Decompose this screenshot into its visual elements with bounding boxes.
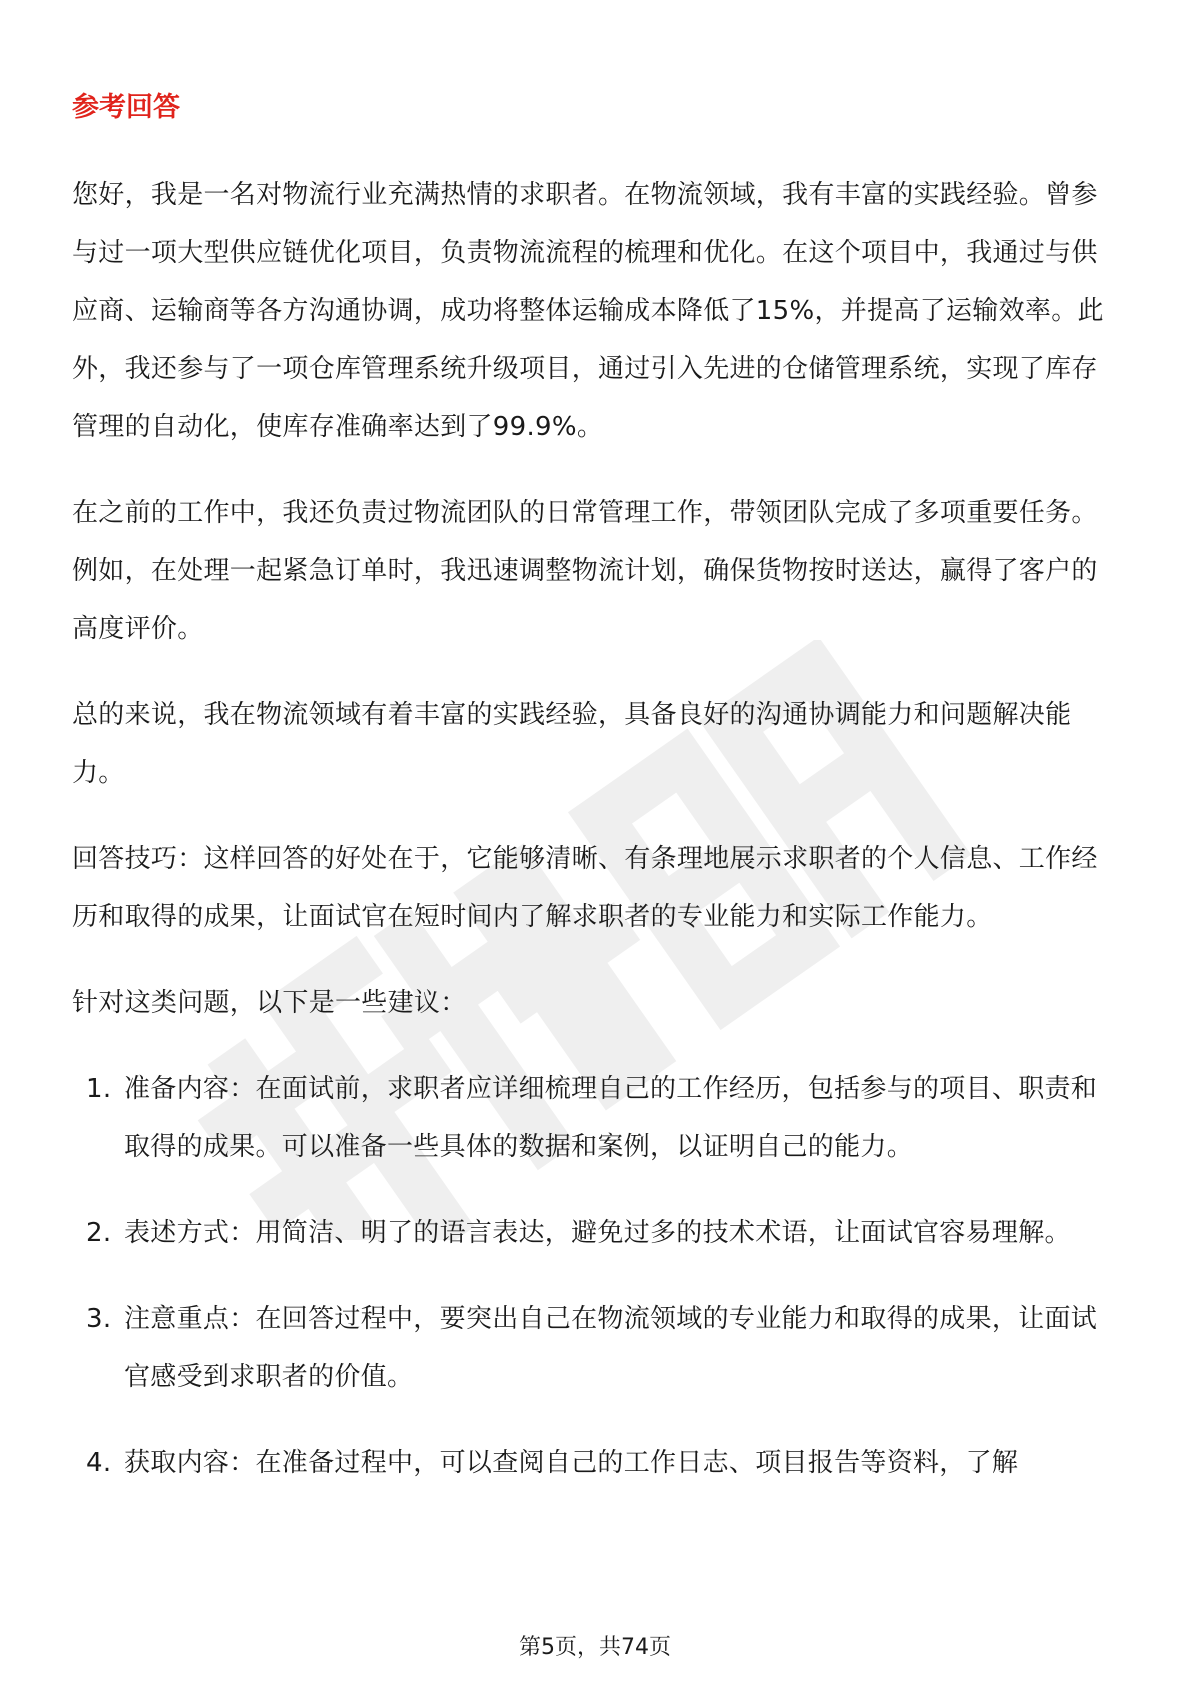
list-item-text: 获取内容：在准备过程中，可以查阅自己的工作日志、项目报告等资料，了解 [124, 1448, 1019, 1478]
list-item-number: 3. [86, 1304, 112, 1334]
paragraph-tips: 回答技巧：这样回答的好处在于，它能够清晰、有条理地展示求职者的个人信息、工作经历和取得的成果，让面试官在短时间内了解求职者的专业能力和实际工作能力。 [72, 844, 1098, 932]
suggestion-list [72, 1060, 1118, 1492]
list-item-text: 准备内容：在面试前，求职者应详细梳理自己的工作经历，包括参与的项目、职责和取得的成果。可以准备一些具体的数据和案例，以证明自己的能力。 [124, 1074, 1098, 1162]
page-footer: 第5页，共74页 [519, 1635, 671, 1660]
list-item-number: 2. [86, 1218, 112, 1248]
list-item-text: 注意重点：在回答过程中，要突出自己在物流领域的专业能力和取得的成果，让面试官感受到求职者的价值。 [124, 1304, 1098, 1392]
list-item-number: 1. [86, 1074, 112, 1104]
list-item [72, 1290, 1118, 1406]
section-heading: 参考回答 [72, 92, 180, 123]
list-item [72, 1060, 1118, 1176]
paragraph-intro: 您好，我是一名对物流行业充满热情的求职者。在物流领域，我有丰富的实践经验。曾参与过一项大型供应链优化项目，负责物流流程的梳理和优化。在这个项目中，我通过与供应商、运输商等各方沟通协调，成功将整体运输成本降低了15%，并提高了运输效率。此外，我还参与了一项仓库管理系统升级项目，通过引入先进的仓储管理系统，实现了库存管理的自动化，使库存准确率达到了99.9%。 [72, 180, 1104, 442]
paragraph-experience: 在之前的工作中，我还负责过物流团队的日常管理工作，带领团队完成了多项重要任务。例如，在处理一起紧急订单时，我迅速调整物流计划，确保货物按时送达，赢得了客户的高度评价。 [72, 498, 1098, 644]
list-item-number: 4. [86, 1448, 112, 1478]
list-item [72, 1204, 1118, 1262]
list-item-text: 表述方式：用简洁、明了的语言表达，避免过多的技术术语，让面试官容易理解。 [124, 1218, 1071, 1248]
paragraph-summary: 总的来说，我在物流领域有着丰富的实践经验，具备良好的沟通协调能力和问题解决能力。 [72, 700, 1072, 788]
paragraph-suggestions-intro: 针对这类问题，以下是一些建议： [72, 988, 467, 1018]
main-content [72, 88, 1118, 1520]
list-item [72, 1434, 1118, 1492]
